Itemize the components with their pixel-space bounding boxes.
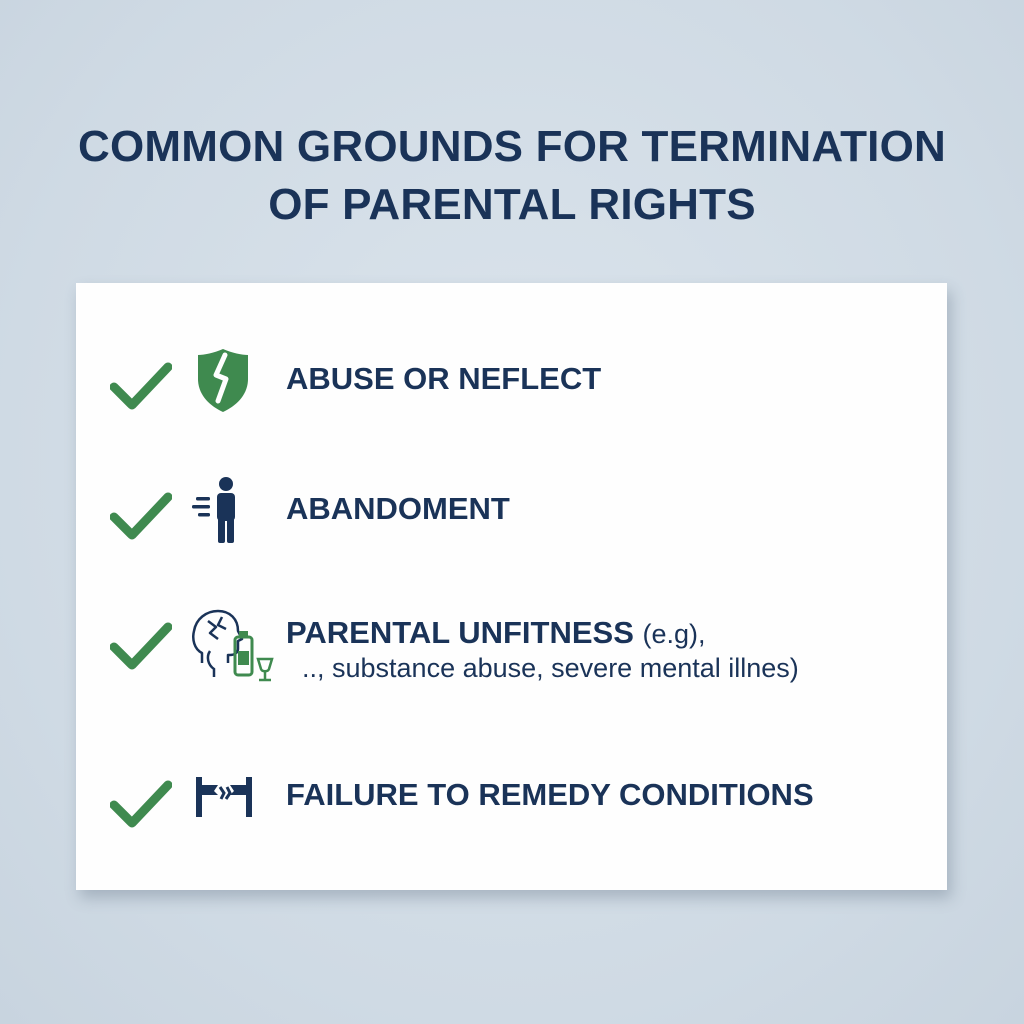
item-label-unfitness-suffix: (e.g), bbox=[642, 619, 706, 649]
head-and-bottle-icon bbox=[188, 605, 278, 689]
item-label-abandonment: ABANDOMENT bbox=[286, 491, 510, 526]
checkmark-icon bbox=[110, 489, 172, 541]
item-label-unfitness bbox=[286, 615, 706, 651]
item-label-failure: FAILURE TO REMEDY CONDITIONS bbox=[286, 777, 814, 812]
broken-bridge-icon bbox=[194, 773, 258, 823]
checkmark-icon bbox=[110, 359, 172, 411]
item-label-abuse: ABUSE OR NEFLECT bbox=[286, 361, 602, 396]
page-title bbox=[0, 118, 1024, 234]
walking-away-person-icon bbox=[188, 475, 244, 545]
title-line-2: OF PARENTAL RIGHTS bbox=[268, 180, 756, 229]
title-line-1: COMMON GROUNDS FOR TERMINATION bbox=[77, 122, 947, 171]
checkmark-icon bbox=[110, 777, 172, 829]
grounds-card bbox=[76, 283, 947, 890]
item-label-unfitness-main: PARENTAL UNFITNESS bbox=[286, 615, 634, 650]
checkmark-icon bbox=[110, 619, 172, 671]
broken-shield-icon bbox=[194, 345, 252, 415]
item-sub-unfitness: .., substance abuse, severe mental illnes) bbox=[302, 653, 799, 683]
